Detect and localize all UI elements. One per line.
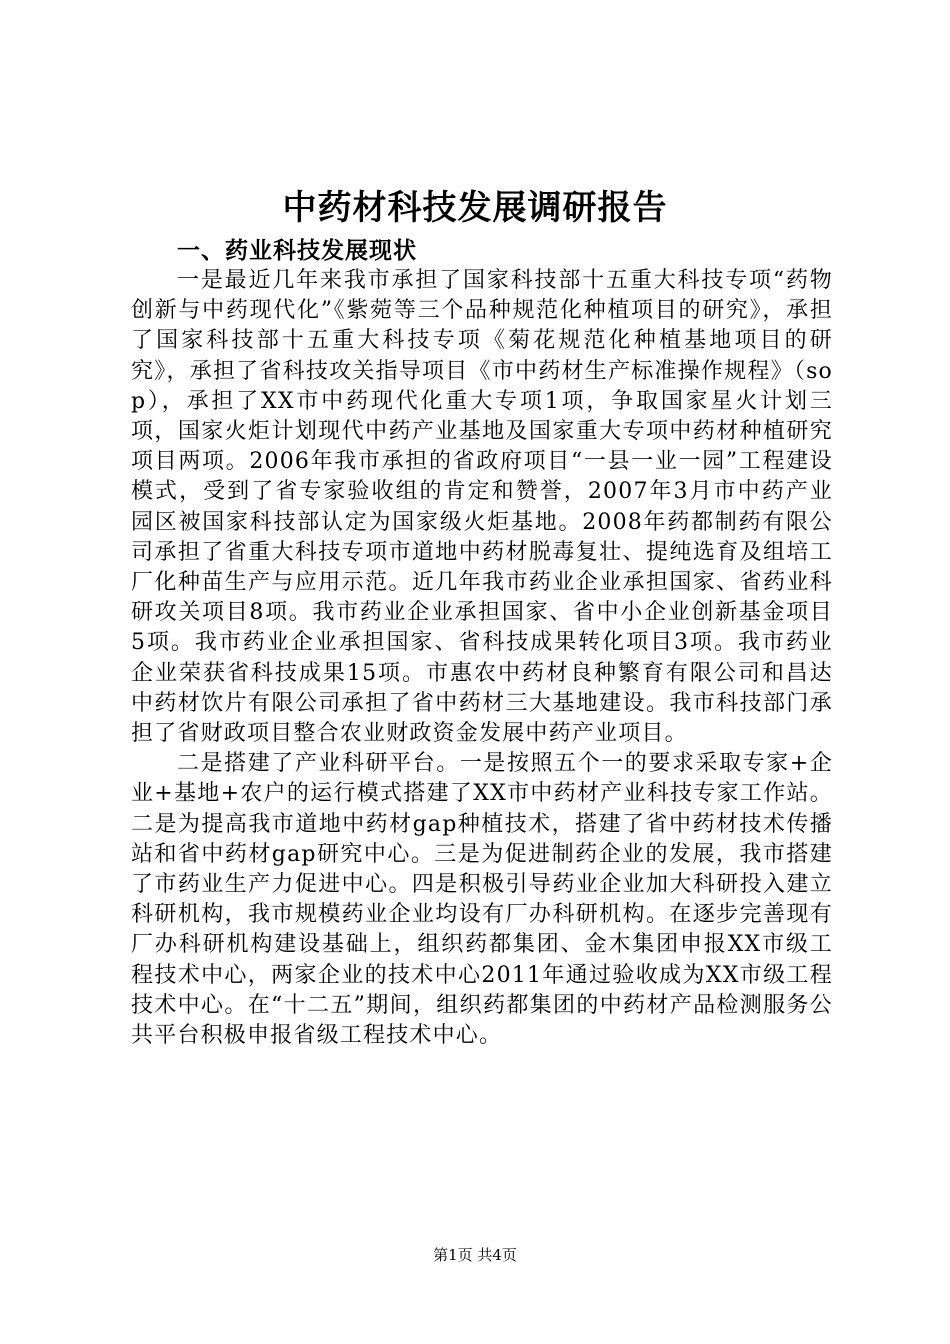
paragraph-2: 二是搭建了产业科研平台。一是按照五个一的要求采取专家+企业+基地+农户的运行模式搭建了XX市中药材产业科技专家工作站。二是为提高我市道地中药材gap种植技术，搭建了省中药材技术传播站和省中药材gap研究中心。三是为促进制药企业的发展，我市搭建了市药业生产力促进中心。四是积极引导药业企业加大科研投入建立科研机构，我市规模药业企业均设有厂办科研机构。在逐步完善现有厂办科研机构建设基础上，组织药都集团、金木集团申报XX市级工程技术中心，两家企业的技术中心2011年通过验收成为XX市级工程技术中心。在“十二五”期间，组织药都集团的中药材产品检测服务公共平台积极申报省级工程技术中心。 bbox=[131, 751, 833, 1049]
section-heading: 一、药业科技发展现状 bbox=[177, 238, 417, 264]
document-title: 中药材科技发展调研报告 bbox=[282, 188, 668, 228]
document-body bbox=[131, 236, 833, 1051]
paragraph-1: 一是最近几年来我市承担了国家科技部十五重大科技专项“药物创新与中药现代化”《紫菀等三个品种规范化种植项目的研究》，承担了国家科技部十五重大科技专项《菊花规范化种植基地项目的研究》，承担了省科技攻关指导项目《市中药材生产标准操作规程》（sop），承担了XX市中药现代化重大专项1项，争取国家星火计划三项，国家火炬计划现代中药产业基地及国家重大专项中药材种植研究项目两项。2006年我市承担的省政府项目“一县一业一园”工程建设模式，受到了省专家验收组的肯定和赞誉，2007年3月市中药产业园区被国家科技部认定为国家级火炬基地。2008年药都制药有限公司承担了省重大科技专项市道地中药材脱毒复壮、提纯选育及组培工厂化种苗生产与应用示范。近几年我市药业企业承担国家、省药业科研攻关项目8项。我市药业企业承担国家、省中小企业创新基金项目5项。我市药业企业承担国家、省科技成果转化项目3项。我市药业企业荣获省科技成果15项。市惠农中药材良种繁育有限公司和昌达中药材饮片有限公司承担了省中药材三大基地建设。我市科技部门承担了省财政项目整合农业财政资金发展中药产业项目。 bbox=[131, 268, 833, 747]
page-footer: 第1页 共4页 bbox=[433, 1246, 517, 1264]
